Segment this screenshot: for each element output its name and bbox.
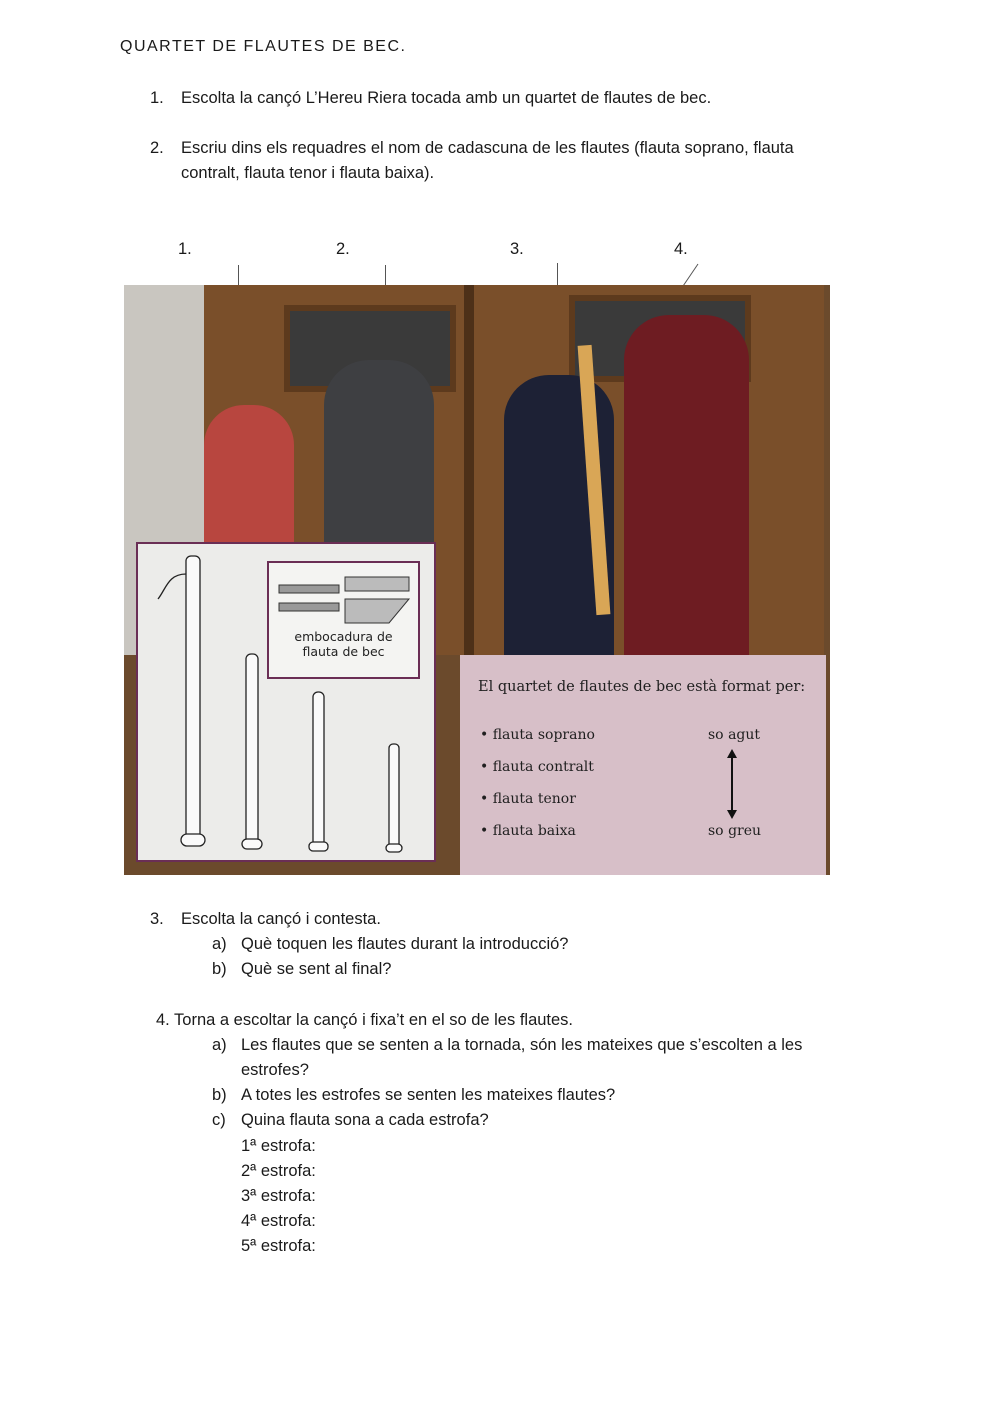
- mouthpiece-icon: [269, 563, 418, 629]
- info-title: El quartet de flautes de bec està format per:: [478, 679, 806, 695]
- strophe-2[interactable]: 2ª estrofa:: [241, 1162, 316, 1180]
- info-item-soprano-text: flauta soprano: [492, 727, 595, 743]
- info-item-soprano: • flauta soprano: [480, 727, 595, 743]
- box-label-4: 4.: [674, 240, 688, 258]
- strophe-1[interactable]: 1ª estrofa:: [241, 1137, 316, 1155]
- q4b-text: A totes les estrofes se senten les mateixes flautes?: [241, 1086, 616, 1104]
- info-item-tenor: • flauta tenor: [480, 791, 576, 807]
- q2-text-line2: contralt, flauta tenor i flauta baixa).: [181, 164, 435, 182]
- q3b-label: b): [212, 960, 227, 978]
- box-label-3: 3.: [510, 240, 524, 258]
- q4b-label: b): [212, 1086, 227, 1104]
- embocadura-label-1: embocadura de: [294, 629, 393, 644]
- q3a-text: Què toquen les flautes durant la introducció?: [241, 935, 569, 953]
- q4a-text-line2: estrofes?: [241, 1061, 309, 1079]
- info-item-baixa-text: flauta baixa: [492, 823, 576, 839]
- page-title: QUARTET DE FLAUTES DE BEC.: [120, 38, 407, 55]
- q4a-label: a): [212, 1036, 227, 1054]
- pointer-line-1: [238, 265, 239, 287]
- person-soprano: [204, 405, 294, 555]
- info-item-contralt: • flauta contralt: [480, 759, 594, 775]
- low-sound-label: so greu: [708, 823, 762, 839]
- info-item-contralt-text: flauta contralt: [492, 759, 594, 775]
- q4c-label: c): [212, 1111, 226, 1129]
- box-label-2: 2.: [336, 240, 350, 258]
- quartet-info-box: [460, 655, 826, 875]
- q2-number: 2.: [150, 139, 164, 157]
- pitch-arrow-icon: [726, 749, 738, 819]
- door-seam: [464, 285, 474, 655]
- q4-text: 4. Torna a escoltar la cançó i fixa’t en el so de les flautes.: [156, 1011, 574, 1029]
- info-item-baixa: • flauta baixa: [480, 823, 576, 839]
- q3-text: Escolta la cançó i contesta.: [181, 910, 381, 928]
- info-item-tenor-text: flauta tenor: [492, 791, 576, 807]
- strophe-3[interactable]: 3ª estrofa:: [241, 1187, 316, 1205]
- person-baixa: [624, 315, 749, 655]
- box-label-1: 1.: [178, 240, 192, 258]
- embocadura-diagram: [267, 561, 420, 679]
- q1-number: 1.: [150, 89, 164, 107]
- q3-number: 3.: [150, 910, 164, 928]
- embocadura-label-2: flauta de bec: [302, 644, 385, 659]
- q3a-label: a): [212, 935, 227, 953]
- quartet-photo: [124, 285, 830, 875]
- q1-text: Escolta la cançó L’Hereu Riera tocada amb un quartet de flautes de bec.: [181, 89, 712, 107]
- q4c-text: Quina flauta sona a cada estrofa?: [241, 1111, 489, 1129]
- q3b-text: Què se sent al final?: [241, 960, 392, 978]
- strophe-4[interactable]: 4ª estrofa:: [241, 1212, 316, 1230]
- q2-text-line1: Escriu dins els requadres el nom de cadascuna de les flautes (flauta soprano, flauta: [181, 139, 794, 157]
- q4a-text-line1: Les flautes que se senten a la tornada, són les mateixes que s’escolten a les: [241, 1036, 803, 1054]
- person-contralt: [324, 360, 434, 550]
- strophe-5[interactable]: 5ª estrofa:: [241, 1237, 316, 1255]
- high-sound-label: so agut: [708, 727, 761, 743]
